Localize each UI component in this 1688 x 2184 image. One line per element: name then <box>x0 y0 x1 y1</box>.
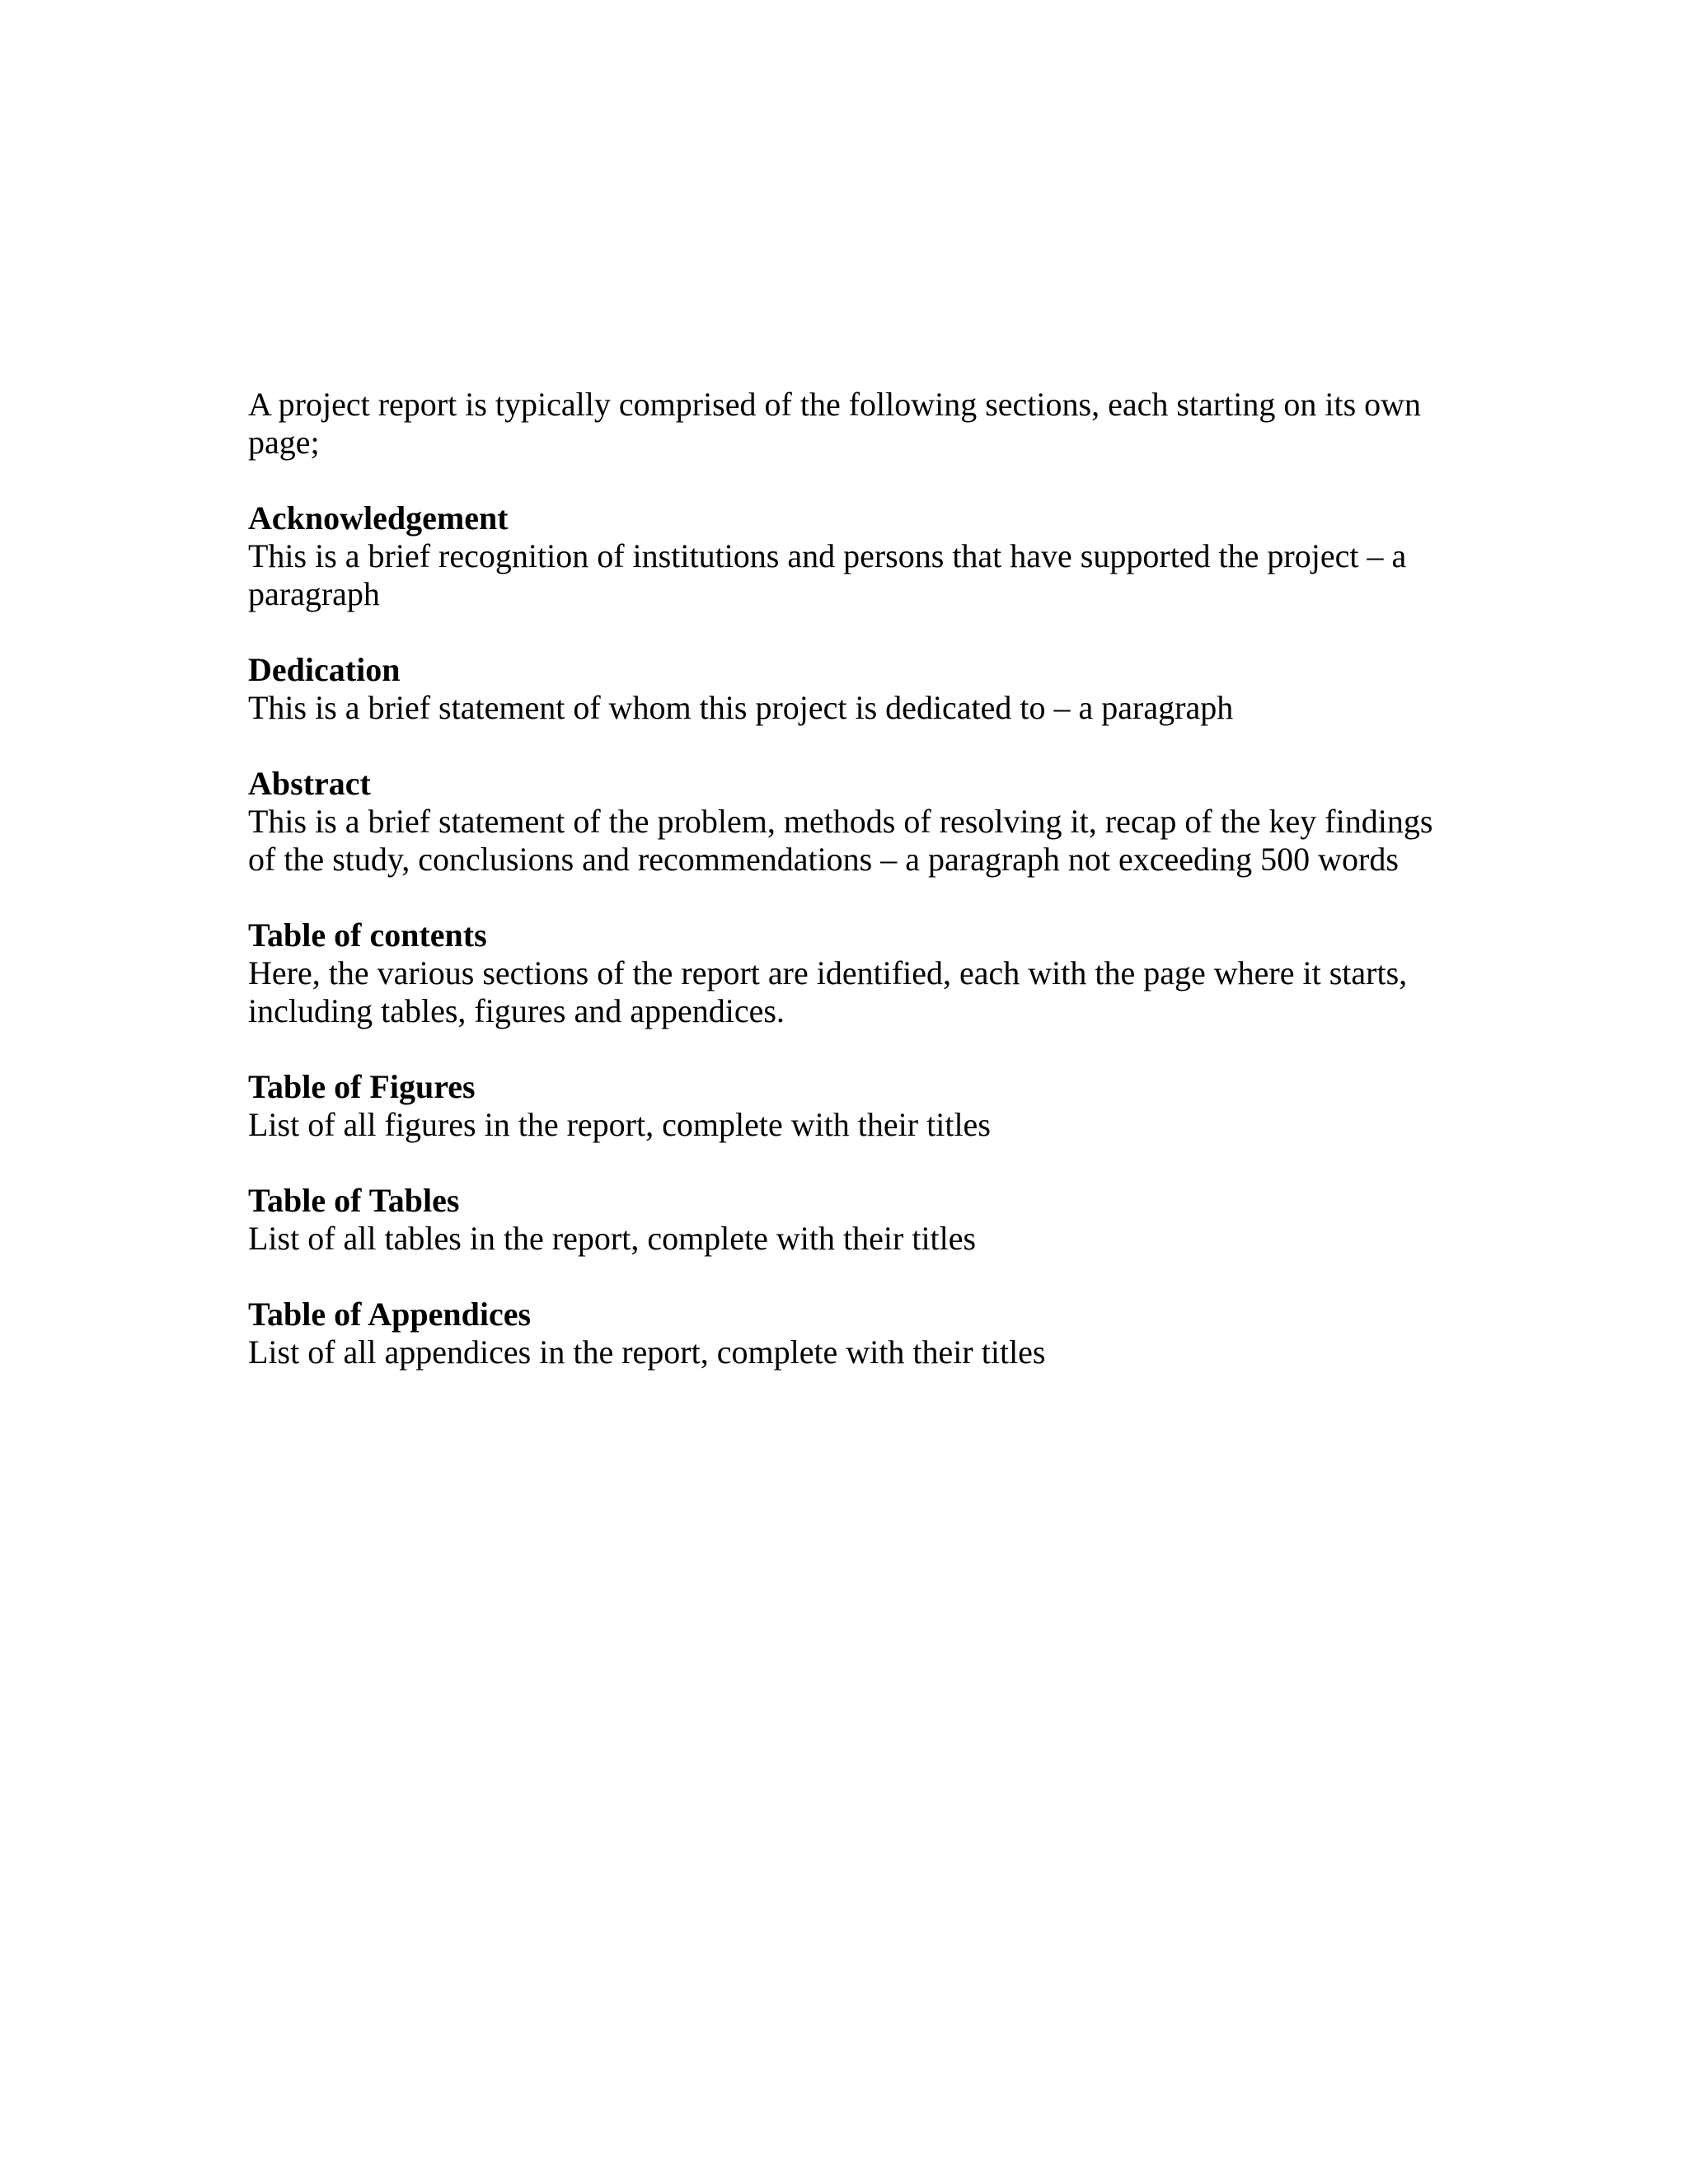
section-heading: Table of Tables <box>248 1182 460 1219</box>
intro-paragraph: A project report is typically comprised of the following sections, each starting on its own page; <box>248 386 1422 461</box>
section-body: This is a brief recognition of institutions and persons that have supported the project – a paragraph <box>248 537 1407 612</box>
section-acknowledgement <box>248 499 1460 613</box>
section-table-of-contents <box>248 916 1460 1030</box>
section-heading: Table of Appendices <box>248 1296 532 1333</box>
document-content <box>248 386 1460 1409</box>
section-heading: Acknowledgement <box>248 499 509 537</box>
section-table-of-tables <box>248 1182 1460 1258</box>
section-body: This is a brief statement of whom this project is dedicated to – a paragraph <box>248 689 1234 726</box>
section-table-of-figures <box>248 1068 1460 1144</box>
section-body: Here, the various sections of the report are identified, each with the page where it starts, including tables, figures and appendices. <box>248 954 1408 1029</box>
section-dedication <box>248 651 1460 727</box>
section-body: List of all appendices in the report, complete with their titles <box>248 1333 1046 1371</box>
section-heading: Table of Figures <box>248 1068 476 1105</box>
section-heading: Abstract <box>248 765 371 802</box>
section-heading: Table of contents <box>248 916 487 954</box>
section-body: This is a brief statement of the problem, methods of resolving it, recap of the key findings of the study, conclusions and recommendations – a paragraph not exceeding 500 words <box>248 803 1433 878</box>
section-body: List of all tables in the report, complete with their titles <box>248 1220 977 1257</box>
section-table-of-appendices <box>248 1296 1460 1371</box>
section-body: List of all figures in the report, complete with their titles <box>248 1106 991 1143</box>
section-abstract <box>248 765 1460 879</box>
section-heading: Dedication <box>248 651 401 688</box>
